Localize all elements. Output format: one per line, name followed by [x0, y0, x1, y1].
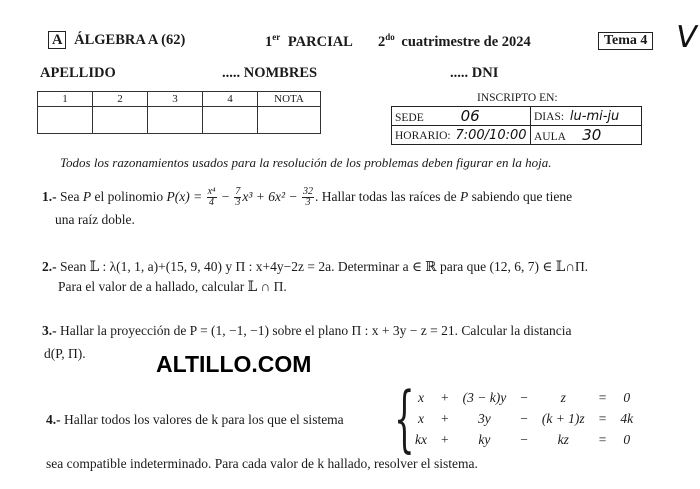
grade-col-2: 2: [93, 92, 148, 107]
tema-letter-box: A: [48, 31, 66, 49]
grade-col-3: 3: [148, 92, 203, 107]
sede-cell: [392, 107, 531, 126]
grade-cell-4: [203, 107, 258, 134]
system-row: x + 3y − (k + 1)z = 4k: [417, 410, 634, 426]
p1-var-p2: P: [460, 189, 469, 204]
problem-1: 1.- Sea P el polinomio P(x) = $\frac{\text{x⁴}}{4}$ − $\frac{7}{3}$ x³ + 6x² − $\frac{32}{3}$ . Hallar todas las raíces de P sabiendo que tiene: [42, 186, 573, 209]
tema-box: Tema 4: [598, 32, 653, 50]
grade-cell-nota: [258, 107, 321, 134]
p1-var-p: P: [82, 189, 92, 204]
aula-cell: [531, 126, 642, 145]
watermark: ALTILLO.COM: [156, 351, 312, 377]
apellido-label: APELLIDO: [40, 65, 116, 81]
grade-cell-3: [148, 107, 203, 134]
cuatrimestre: $2^{do}$ cuatrimestre de 2024: [378, 32, 531, 50]
problem-3: 3.- Hallar la proyección de P = (1, −1, −1) sobre el plano Π : x + 3y − z = 21. Calcular la distancia: [42, 323, 572, 338]
aula-label: AULA: [534, 131, 566, 143]
system-row: kx + ky − kz = 0: [415, 431, 631, 447]
sede-value: 06: [460, 107, 480, 125]
inscripto-table: [391, 106, 642, 145]
dni-label: ..... DNI: [450, 65, 499, 81]
dias-label: DIAS:: [534, 110, 565, 123]
course-name: ÁLGEBRA A (62): [74, 32, 186, 48]
p1-polynomial: P(x) = $\frac{\text{x⁴}}{4}$ − $\frac{7}{3}$ x³ + 6x² − $\frac{32}{3}$: [166, 186, 313, 209]
problem-4: 4.- Hallar todos los valores de k para los que el sistema: [46, 412, 344, 427]
aula-value: 30: [582, 126, 602, 144]
instructions: Todos los razonamientos usados para la resolución de los problemas deben figurar en la hoja.: [60, 155, 552, 170]
nombres-label: ..... NOMBRES: [222, 65, 318, 81]
check-mark: V: [672, 20, 700, 55]
grade-cell-1: [38, 107, 93, 134]
course-header: [48, 32, 185, 49]
horario-cell: [392, 126, 531, 145]
problem-1-line2: una raíz doble.: [55, 212, 135, 227]
equation-system: [394, 376, 662, 460]
system-row: x + (3 − k)y − z = 0: [417, 389, 631, 405]
grade-col-nota: NOTA: [258, 92, 321, 107]
problem-4-line2: sea compatible indeterminado. Para cada valor de k hallado, resolver el sistema.: [46, 456, 478, 471]
grade-cell-2: [93, 107, 148, 134]
grade-col-1: 1: [38, 92, 93, 107]
exam-title: 1er PARCIAL: [265, 32, 353, 50]
horario-value: 7:00/10:00: [455, 127, 527, 143]
horario-label: HORARIO:: [395, 129, 451, 142]
grades-table: [37, 91, 321, 134]
problem-3-line2: d(P, Π).: [44, 346, 86, 361]
left-brace: {: [394, 376, 415, 460]
dias-cell: [531, 107, 642, 126]
grade-col-4: 4: [203, 92, 258, 107]
system-table: [408, 387, 640, 450]
problem-2: 2.- Sean 𝕃 : λ(1, 1, a)+(15, 9, 40) y Π : x+4y−2z = 2a. Determinar a ∈ ℝ para que (12, 6, 7) ∈ 𝕃∩Π.: [42, 259, 589, 274]
dias-value: lu-mi-ju: [569, 108, 620, 124]
sede-label: SEDE: [395, 112, 424, 124]
problem-2-line2: Para el valor de a hallado, calcular 𝕃 ∩ Π.: [58, 279, 287, 294]
inscripto-title: INSCRIPTO EN:: [477, 92, 558, 104]
